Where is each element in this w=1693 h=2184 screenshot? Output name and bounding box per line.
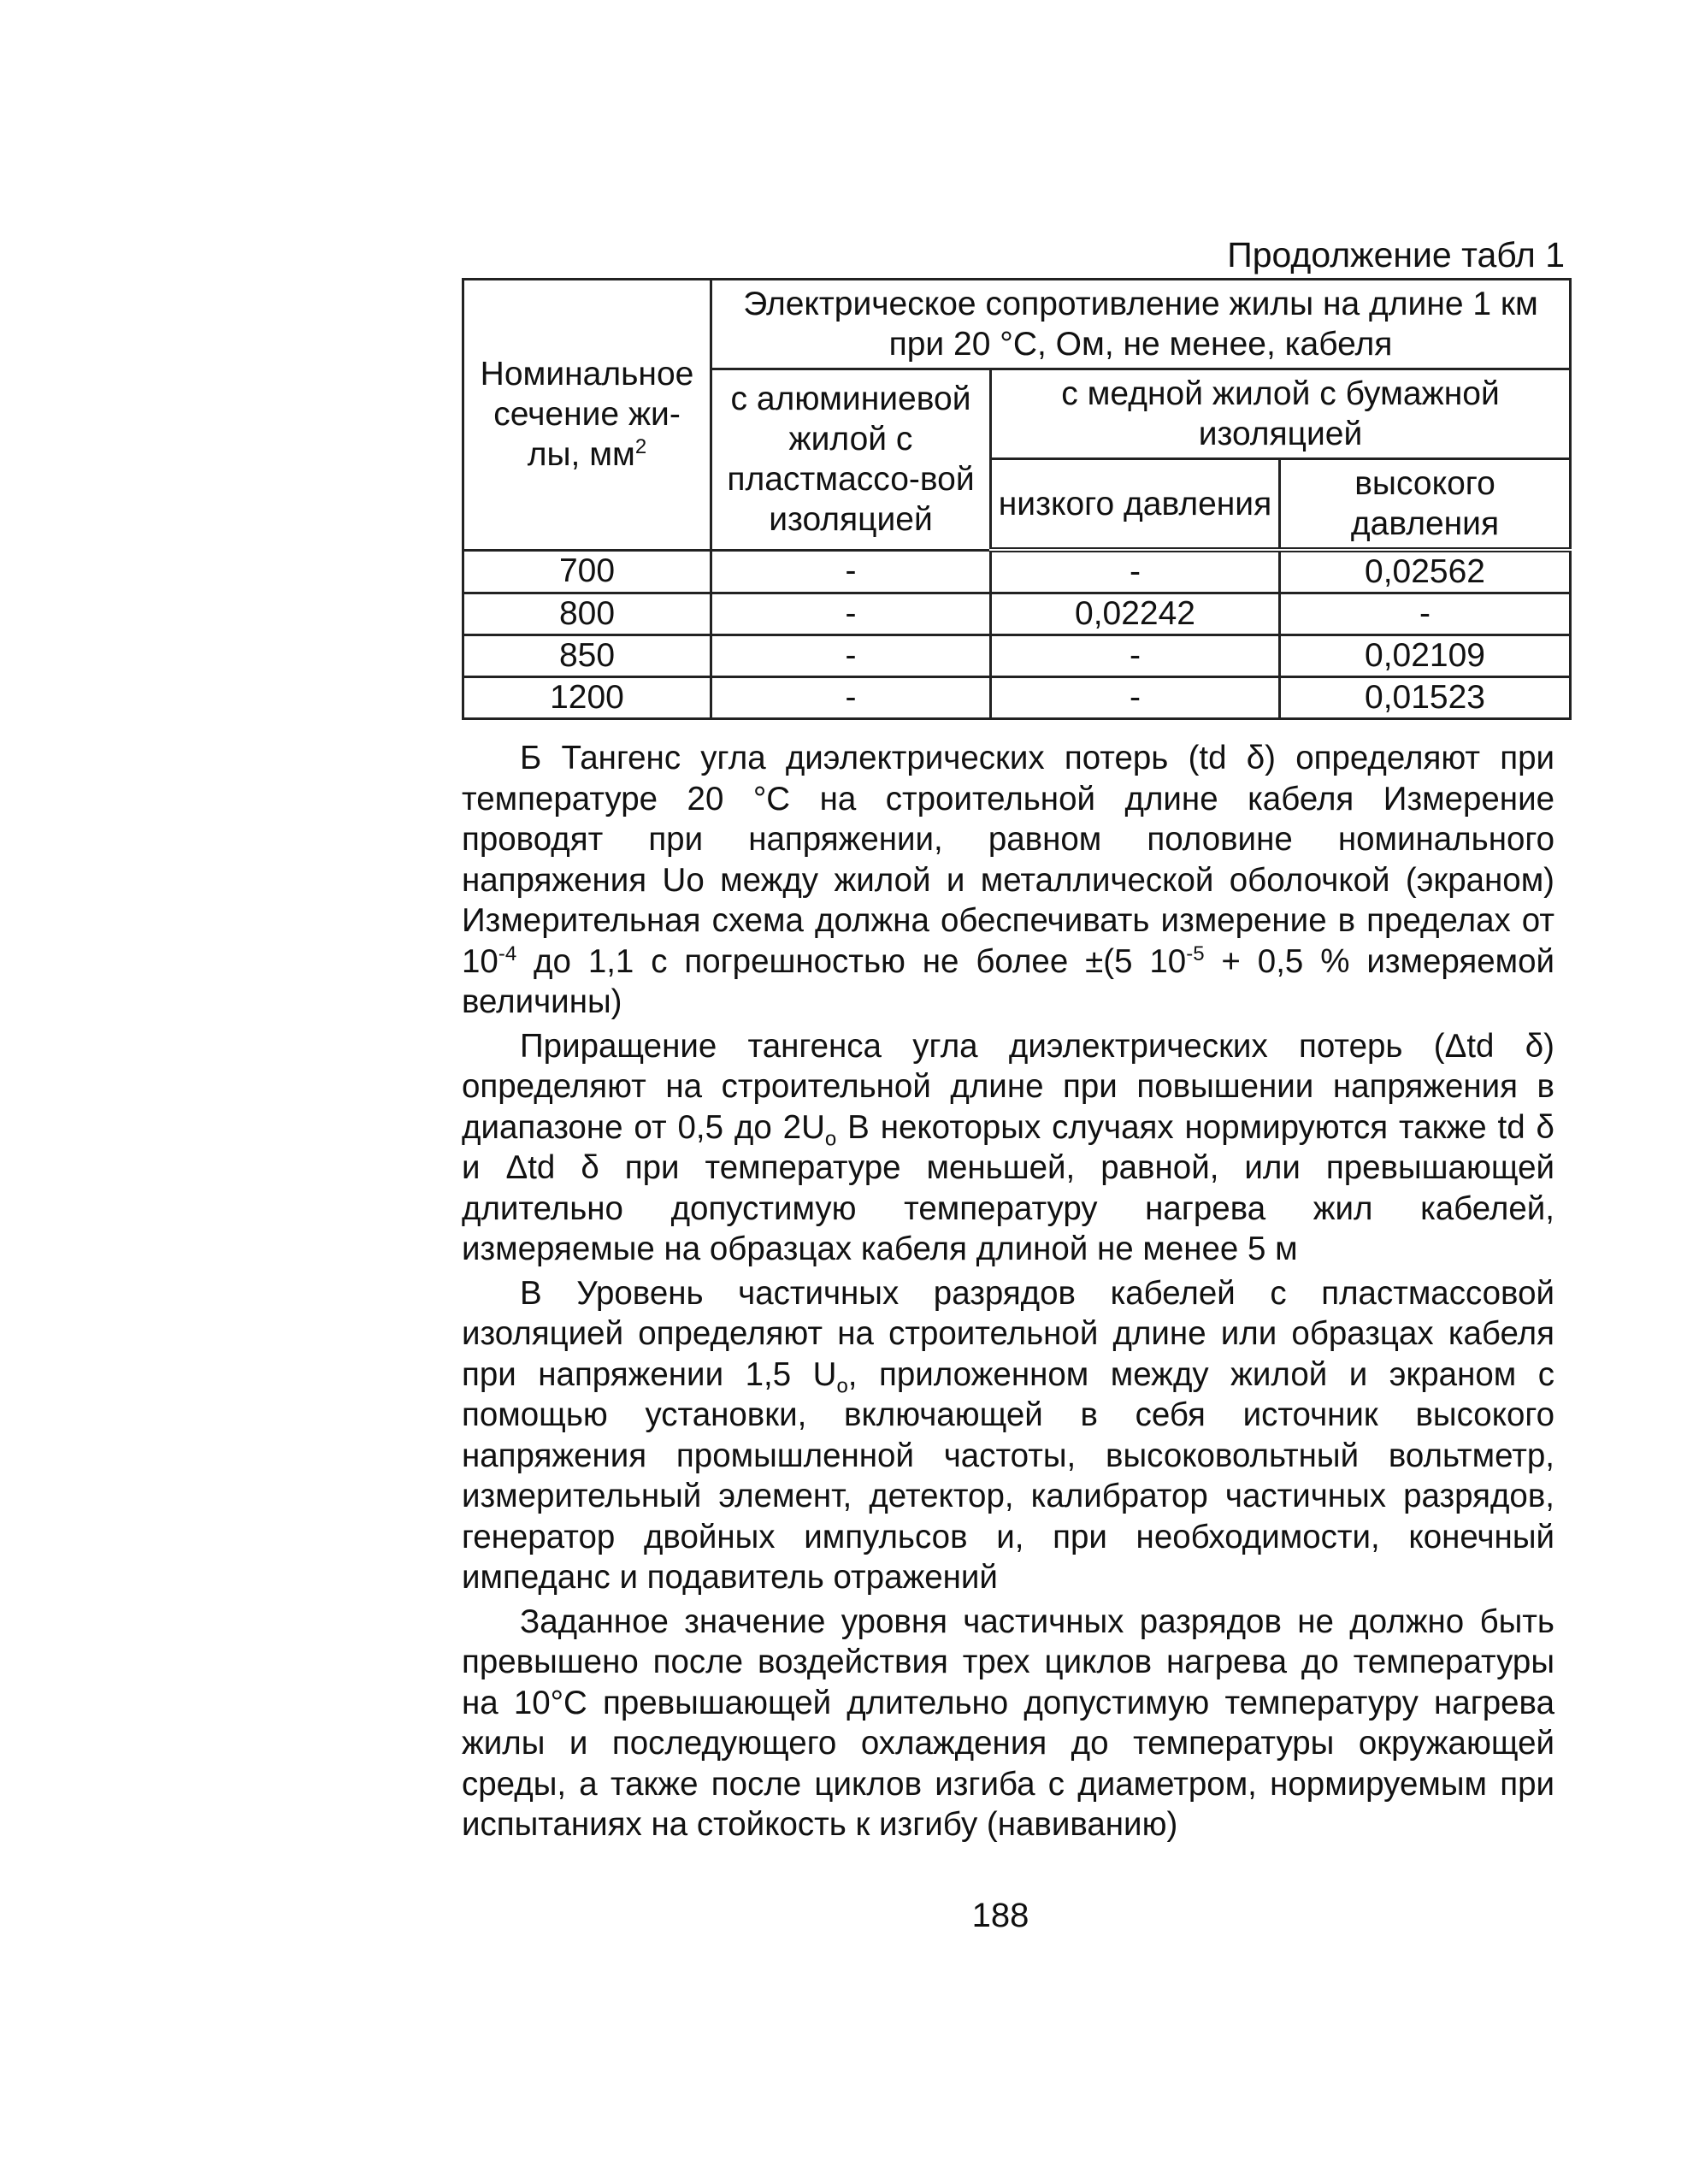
header-section: Номинальное сечение жи-лы, $мм^2$ (463, 280, 711, 551)
cell-section: 800 (463, 593, 711, 635)
header-copper: с медной жилой с бумажной изоляцией (991, 369, 1571, 459)
paragraph-tangent-increment: Приращение тангенса угла диэлектрических потерь (Δtd δ) определяют на строительной длине при повышении напряжения в диапазоне от 0,5 до $2U_о$ В некоторых случаях нормируются также td δ и Δtd δ при температуре меньшей, равной, или превышающей длительно допустимую температуру нагрева жил кабелей, измеряемые на образцах кабеля длиной не менее 5 м (462, 1027, 1554, 1267)
body-text (462, 738, 1554, 1849)
paragraph-partial-discharge: В Уровень частичных разрядов кабелей с пластмассовой изоляцией определяют на строительной длине или образцах кабеля при напряжении 1,5 $U_о$, приложенном между жилой и экраном с помощью установки, включающей в себя источник высокого напряжения промышленной частоты, высоковольтный вольтметр, измерительный элемент, детектор, калибратор частичных разрядов, генератор двойных импульсов и, при необходимости, конечный импеданс и подавитель отражений (462, 1274, 1555, 1596)
cell-section: 700 (463, 550, 711, 593)
paragraph-discharge-limit: Заданное значение уровня частичных разрядов не должно быть превышено после воздействия трех циклов нагрева до температуры на 10°С превышающей длительно допустимую температуру нагрева жилы и последующего охлаждения до температуры окружающей среды, а также после циклов изгиба с диаметром, нормируемым при испытаниях на стойкость к изгибу (навиванию) (462, 1603, 1554, 1843)
cell-aluminum: - (711, 550, 991, 593)
paragraph-tangent: Б Тангенс угла диэлектрических потерь (td δ) определяют при температуре 20 °С на строительной длине кабеля Измерение проводят при напряжении, равном половине номинального напряжения Uо между жилой и металлической оболочкой (экраном) Измерительная схема должна обеспечивать измерение в пределах от $10^{-4}$ до 1,1 с погрешностью не более ±(5 $10^{-5} + 0,5$ % измеряемой величины) (462, 740, 1554, 1020)
table-row (463, 593, 1571, 635)
header-resistance: Электрическое сопротивление жилы на длине 1 км при 20 °С, Ом, не менее, кабеля (711, 280, 1571, 369)
table-row (463, 677, 1571, 719)
cell-high: 0,02109 (1280, 635, 1571, 677)
header-high-pressure: высокого давления (1280, 459, 1571, 551)
cell-low: - (991, 635, 1280, 677)
cell-section: 1200 (463, 677, 711, 719)
cell-high: 0,02562 (1280, 550, 1571, 593)
table-caption: Продолжение табл 1 (1227, 235, 1565, 274)
header-low-pressure: низкого давления (991, 459, 1280, 551)
table-row (463, 550, 1571, 593)
cell-aluminum: - (711, 677, 991, 719)
cell-section: 850 (463, 635, 711, 677)
cell-high: 0,01523 (1280, 677, 1571, 719)
cell-high: - (1280, 593, 1571, 635)
page-number: 188 (971, 1897, 1029, 1934)
cell-aluminum: - (711, 635, 991, 677)
cell-low: 0,02242 (991, 593, 1280, 635)
cell-low: - (991, 550, 1280, 593)
cell-aluminum: - (711, 593, 991, 635)
header-aluminum: с алюминиевой жилой с пластмассо-вой изоляцией (711, 369, 991, 551)
table-row (463, 635, 1571, 677)
cell-low: - (991, 677, 1280, 719)
resistance-table (462, 278, 1572, 720)
